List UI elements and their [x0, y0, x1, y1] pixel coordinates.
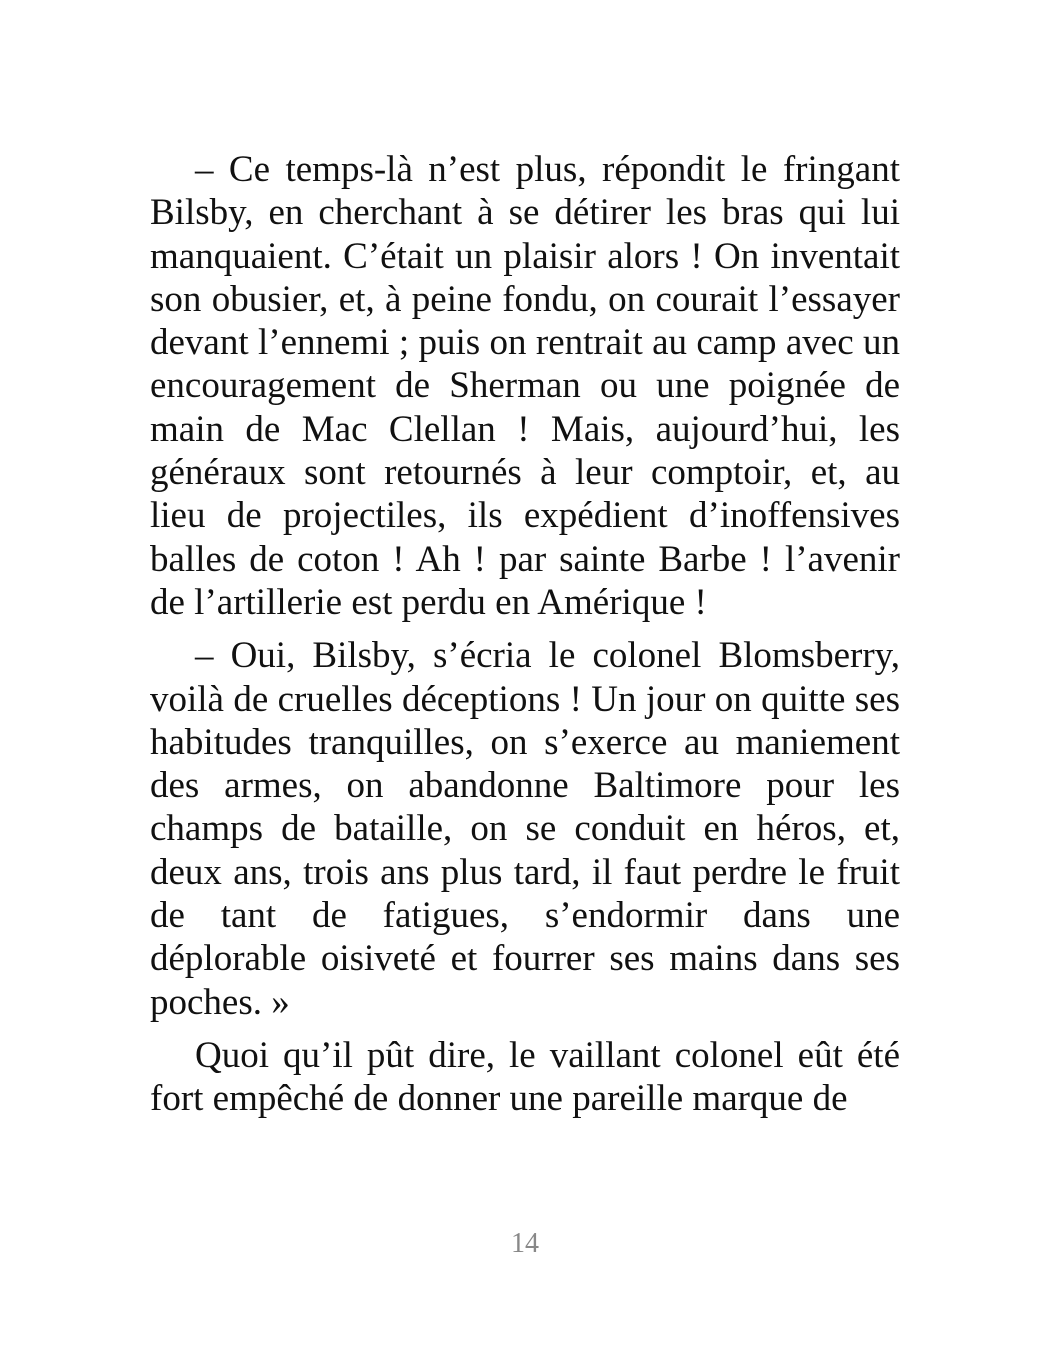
paragraph-2: – Oui, Bilsby, s’écria le colonel Blomsberry, voilà de cruelles déceptions ! Un jour on quitte ses habitudes tranquilles, on s’exerce au maniement des armes, on abandonne Baltimore pour les champs de bataille, on se conduit en héros, et, deux ans, trois ans plus tard, il faut perdre le fruit de tant de fatigues, s’endormir dans une déplorable oisiveté et fourrer ses mains dans ses poches. » — [150, 635, 900, 1023]
page-number: 14 — [511, 1228, 539, 1259]
page-body — [150, 148, 900, 1131]
paragraph-1: – Ce temps-là n’est plus, répondit le fringant Bilsby, en cherchant à se détirer les bras qui lui manquaient. C’était un plaisir alors ! On inventait son obusier, et, à peine fondu, on courait l’essayer devant l’ennemi ; puis on rentrait au camp avec un encouragement de Sherman ou une poignée de main de Mac Clellan ! Mais, aujourd’hui, les généraux sont retournés à leur comptoir, et, au lieu de projectiles, ils expédient d’inoffensives balles de coton ! Ah ! par sainte Barbe ! l’avenir de l’artillerie est perdu en Amérique ! — [150, 149, 900, 623]
paragraph-3: Quoi qu’il pût dire, le vaillant colonel eût été fort empêché de donner une pareille marque de — [150, 1034, 900, 1120]
